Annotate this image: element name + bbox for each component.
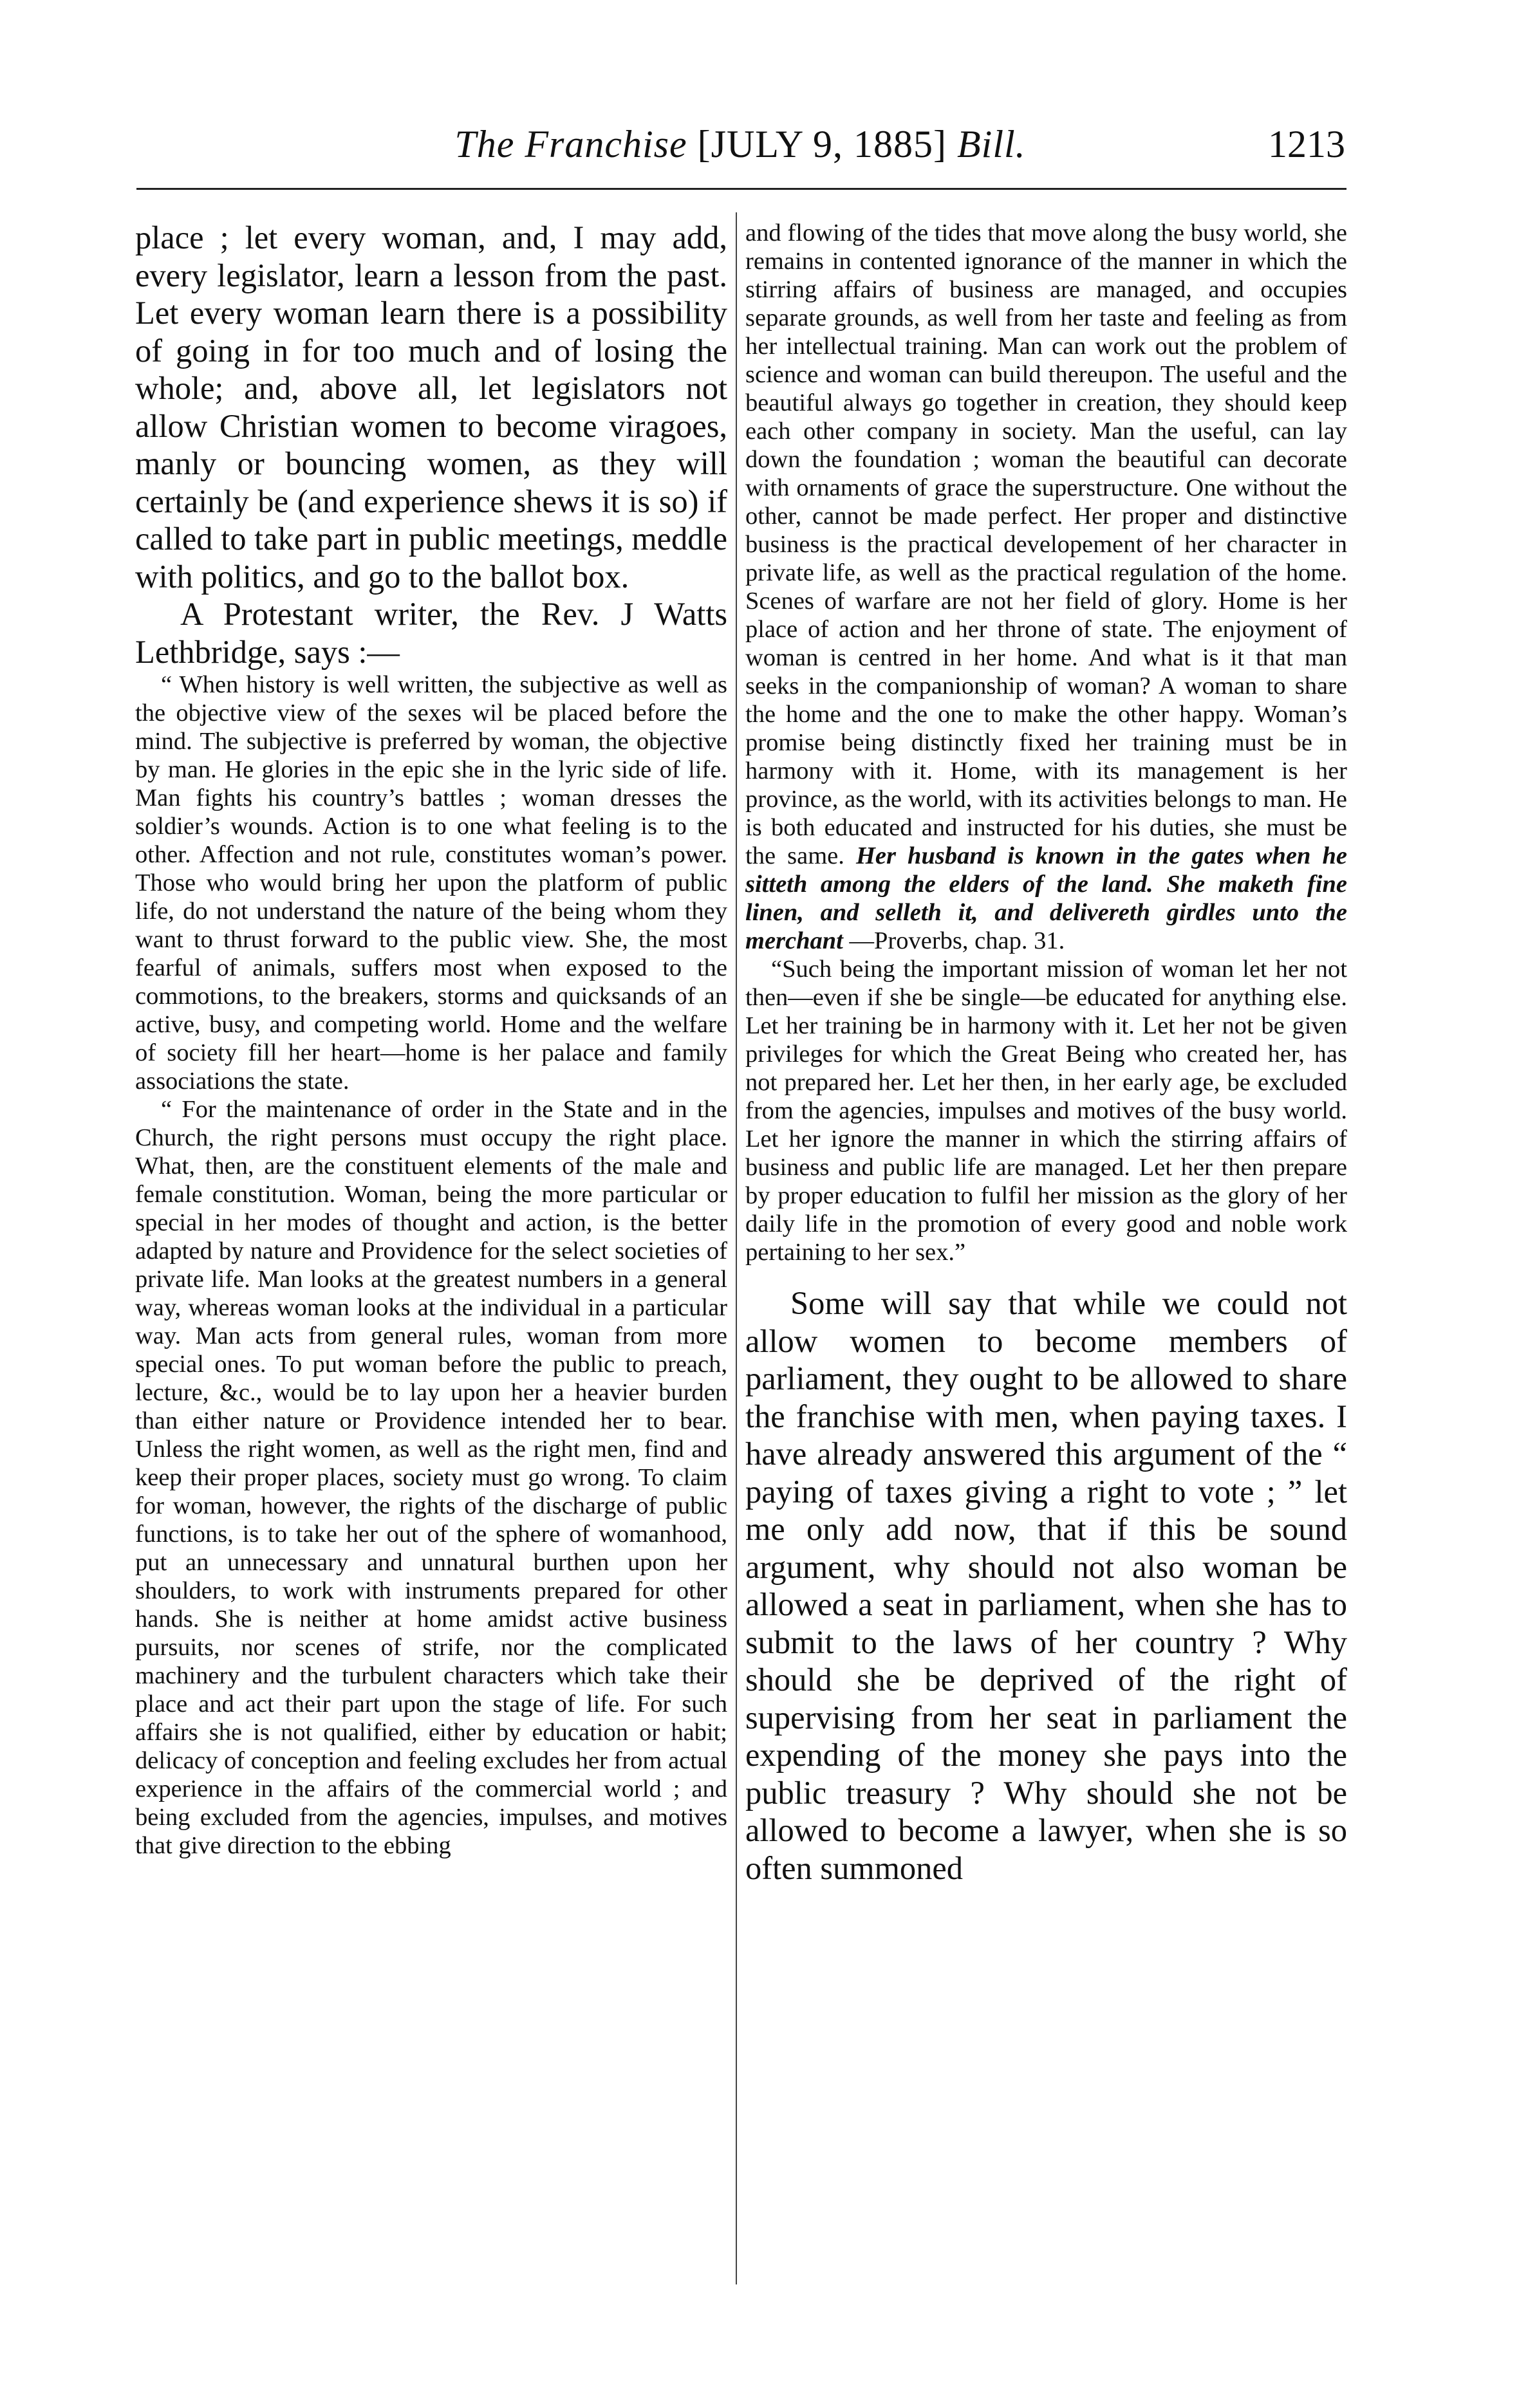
quote-paragraph-3 [745, 219, 1347, 955]
paragraph-taxes: Some will say that while we could not allow women to become members of parliament, they ought to be allowed to share the franchise with men, when paying taxes. I have already answered this argument of the “ paying of taxes giving a right to vote ; ” let me only add now, that if this be sound argument, why should not also woman be allowed a seat in parliament, when she has to submit to the laws of her country ? Why should she be deprived of the right of supervising from her seat in parliament the expending of the money she pays into the public treasury ? Why should she not be allowed to become a lawyer, when she is so often summoned [745, 1285, 1347, 1886]
quote-paragraph-1: “ When history is well written, the subjective as well as the objective view of the sexes wil be placed before the mind. The subjective is preferred by woman, the objective by man. He glories in the epic she in the lyric side of life. Man fights his country’s battles ; woman dresses the soldier’s wounds. Action is to one what feeling is to the other. Affection and not rule, constitutes woman’s power. Those who would bring her upon the platform of public life, do not understand the nature of the being whom they want to thrust forward to the public view. She, the most fearful of animals, suffers most when exposed to the commotions, to the breakers, storms and quicksands of an active, busy, and competing world. Home and the welfare of society fill her heart—home is her palace and family associations the state. [135, 671, 727, 1095]
bill-label: Bill. [957, 123, 1026, 165]
scripture-quote: Her husband is known in the gates when he sitteth among the elders of the land. She maketh fine linen, and selleth it, and delivereth girdles unto the merchant [745, 842, 1347, 954]
paragraph-intro-quote: A Protestant writer, the Rev. J Watts Lethbridge, says :— [135, 596, 727, 670]
paragraph-opening: place ; let every woman, and, I may add, every legislator, learn a lesson from the past. Let every woman learn there is a possibility of going in for too much and of losing the whole; and, above all, let legislators not allow Christian women to become viragoes, manly or bouncing women, as they will certainly be (and experience shews it is so) if called to take part in public meetings, meddle with politics, and go to the ballot box. [135, 219, 727, 595]
quote-paragraph-4: “Such being the important mission of woman let her not then—even if she be single—be educated for anything else. Let her training be in harmony with it. Let her not be given privileges for which the Great Being who created her, has not prepared her. Let her then, in her early age, be excluded from the agencies, impulses and motives of the busy world. Let her ignore the manner in which the stirring affairs of business and public life are managed. Let her then prepare by proper education to fulfil her mission as the glory of her daily life in the promotion of every good and noble work pertaining to her sex.” [745, 956, 1347, 1266]
right-column [745, 219, 1347, 1887]
left-column [135, 219, 727, 1860]
page-number: 1213 [1268, 123, 1345, 165]
column-divider [736, 212, 737, 2284]
quote-3-text: and flowing of the tides that move along the busy world, she remains in contented ignorance of the manner in which the stirring affairs of business are managed, and occupies separate grounds, as well from her taste and feeling as from her intellectual training. Man can work out the problem of science and woman can build thereupon. The useful and the beautiful always go together in creation, they should keep each other company in society. Man the useful, can lay down the foundation ; woman the beautiful can decorate with ornaments of grace the superstructure. One without the other, cannot be made perfect. Her proper and distinctive business is the practical developement of her character in private life, as well as the practical regulation of the home. Scenes of warfare are not her field of glory. Home is her place of action and her throne of state. The enjoyment of woman is centred in her home. And what is it that man seeks in the companionship of woman? A woman to share the home and the one to make the other happy. Woman’s promise being distinctly fixed her training must be in harmony with it. Home, with its management is her province, as the world, with its activities belongs to man. He is both educated and instructed for his duties, she must be the same. [745, 219, 1347, 869]
issue-date: [JULY 9, 1885] [697, 123, 947, 165]
scripture-citation: —Proverbs, chap. 31. [849, 927, 1065, 954]
running-head [135, 122, 1345, 180]
running-title [354, 122, 1126, 167]
header-rule [136, 188, 1346, 190]
quote-paragraph-2: “ For the maintenance of order in the State and in the Church, the right persons must occupy the right place. What, then, are the constituent elements of the male and female constitution. Woman, being the more particular or special in her modes of thought and action, is the better adapted by nature and Providence for the select societies of private life. Man looks at the greatest numbers in a general way, whereas woman looks at the individual in a particular way. Man acts from general rules, woman from more special ones. To put woman before the public to preach, lecture, &c., would be to lay upon her a heavier burden than either nature or Providence intended her to bear. Unless the right women, as well as the right men, find and keep their proper places, society must go wrong. To claim for woman, however, the rights of the discharge of public functions, is to take her out of the sphere of womanhood, put an unnecessary and unnatural burthen upon her shoulders, to work with instruments prepared for other hands. She is neither at home amidst active business pursuits, nor scenes of strife, nor the complicated machinery and the turbulent characters which take their place and act their part upon the stage of life. For such affairs she is not qualified, either by education or habit; delicacy of conception and feeling excludes her from actual experience in the affairs of the commercial world ; and being excluded from the agencies, impulses, and motives that give direction to the ebbing [135, 1096, 727, 1859]
title-italic: The Franchise [454, 123, 687, 165]
